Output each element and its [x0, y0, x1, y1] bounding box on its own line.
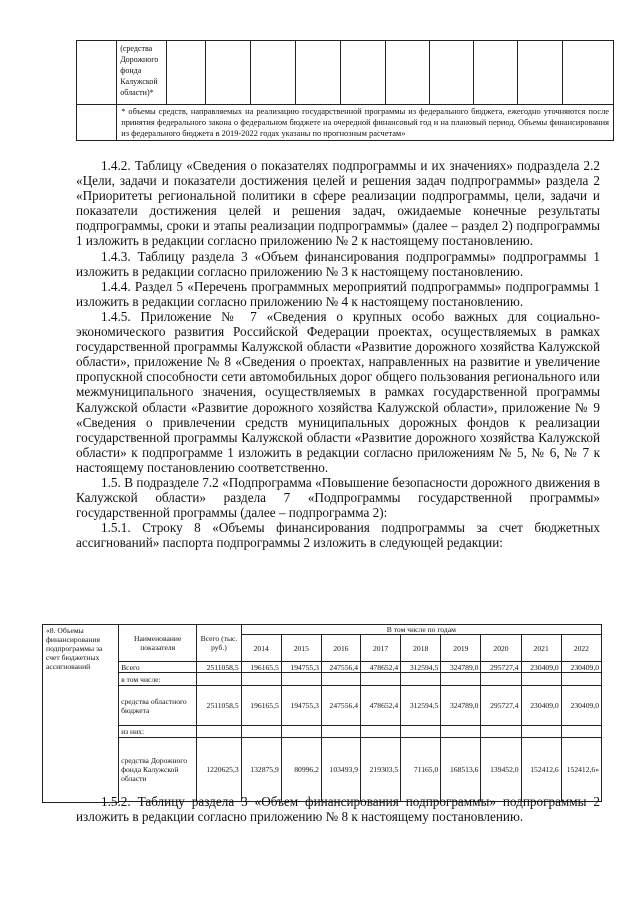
- table-cell: 230409,0: [521, 686, 561, 726]
- year-header: 2015: [281, 635, 321, 662]
- year-header: 2017: [361, 635, 401, 662]
- paragraph-1-5: 1.5. В подразделе 7.2 «Подпрограмма «Повышение безопасности дорожного движения в Калужской области» раздела 7 «Подпрограммы государственной программы» государственной программы (далее – подпрограмма 2):: [76, 474, 600, 521]
- table-cell: 196165,5: [241, 662, 281, 673]
- table-cell: 230409,0: [521, 662, 561, 673]
- table-row: [43, 673, 602, 686]
- row-label: средства Дорожного фонда Калужской области: [119, 738, 197, 802]
- year-header: 2020: [481, 635, 521, 662]
- paragraph-1-4-5: 1.4.5. Приложение № 7 «Сведения о крупных особо важных для социально-экономического развития Российской Федерации проектах, осуществляемых в рамках государственной программы Калужской области «Развитие дорожного хозяйства Калужской области», приложение № 8 «Сведения о проектах, направленных на развитие и увеличение пропускной способности сети автомобильных дорог общего пользования регионального или межмуниципального значения, осуществляемых в рамках государственной программы Калужской области «Развитие дорожного хозяйства Калужской области», приложение № 9 «Сведения о привлечении средств муниципальных дорожных фондов к реализации государственной программы Калужской области «Развитие дорожного хозяйства Калужской области» к подпрограмме 1 изложить в редакции согласно приложениям № 5, № 6, № 7 к настоящему постановлению соответственно.: [76, 308, 600, 475]
- row-total-value: 2511058,5: [197, 686, 241, 726]
- table-cell: 230409,0: [561, 686, 601, 726]
- table-cell: 219303,5: [361, 738, 401, 802]
- table-cell: 194755,3: [281, 686, 321, 726]
- table-cell-row-title: «8. Объемы финансирования подпрограммы за счет бюджетных ассигнований: [43, 625, 119, 803]
- table-cell: 103493,9: [321, 738, 360, 802]
- table-cell: 478652,4: [361, 686, 401, 726]
- table-row: [77, 105, 614, 141]
- table-cell: 295727,4: [481, 686, 521, 726]
- paragraph-1-5-1: 1.5.1. Строку 8 «Объемы финансирования подпрограммы за счет бюджетных ассигнований» паспорта подпрограммы 2 изложить в следующей редакции:: [76, 520, 600, 551]
- table-cell: 247556,4: [321, 686, 360, 726]
- table-cell: 194755,3: [281, 662, 321, 673]
- paragraph-1-4-4: 1.4.4. Раздел 5 «Перечень программных мероприятий подпрограммы» подпрограммы 1 изложить в редакции согласно приложению № 4 к настоящему постановлению.: [76, 278, 600, 309]
- table-cell: 295727,4: [481, 662, 521, 673]
- table-cell: 478652,4: [361, 662, 401, 673]
- table-row-total: [43, 662, 602, 673]
- table-cell: 168513,6: [441, 738, 481, 802]
- table-row-fund: [43, 738, 602, 802]
- table-cell: 152412,6»: [561, 738, 601, 802]
- table-cell: 324789,0: [441, 662, 481, 673]
- table-cell: 196165,5: [241, 686, 281, 726]
- table-cell: 247556,4: [321, 662, 360, 673]
- table-header-name: Наименование показателя: [119, 625, 197, 662]
- previous-table-fragment: [76, 40, 614, 141]
- table-cell: 132875,9: [241, 738, 281, 802]
- year-header: 2014: [241, 635, 281, 662]
- year-header: 2016: [321, 635, 360, 662]
- table-cell: 80996,2: [281, 738, 321, 802]
- table-row: [77, 41, 614, 105]
- table-header-years: В том числе по годам: [241, 625, 601, 635]
- paragraph-1-5-2: 1.5.2. Таблицу раздела 3 «Объем финансирования подпрограммы» подпрограммы 2 изложить в редакции согласно приложению № 8 к настоящему постановлению.: [76, 794, 600, 825]
- paragraph-1-4-2: 1.4.2. Таблицу «Сведения о показателях подпрограммы и их значениях» подраздела 2.2 «Цели, задачи и показатели достижения целей и решения задач подпрограммы» раздела 2 «Приоритеты региональной политики в сфере реализации подпрограммы, цели, задачи и показатели достижения целей и решения задач, ожидаемые конечные результаты подпрограммы, сроки и этапы реализации подпрограммы» (далее – раздел 2) подпрограммы 1 изложить в редакции согласно приложению № 2 к настоящему постановлению.: [76, 158, 600, 249]
- paragraph-1-4-3: 1.4.3. Таблицу раздела 3 «Объем финансирования подпрограммы» подпрограммы 1 изложить в редакции согласно приложению № 3 к настоящему постановлению.: [76, 248, 600, 279]
- year-header: 2022: [561, 635, 601, 662]
- table-row: [43, 726, 602, 738]
- table-cell: 312594,5: [401, 686, 441, 726]
- year-header: 2018: [401, 635, 441, 662]
- table-row-regional: [43, 686, 602, 726]
- table-footnote: * объемы средств, направляемых на реализацию государственной программы из федерального бюджета, ежегодно уточняются после принятия федерального закона о федеральном бюджете на очередной финансовый год и на плановый период. Объемы финансирования из федерального бюджета в 2019-2022 годах указаны по прогнозным расчетам»: [117, 105, 614, 141]
- table-cell: 152412,6: [521, 738, 561, 802]
- table-row: [43, 625, 602, 635]
- row-label: из них:: [119, 726, 197, 738]
- year-header: 2019: [441, 635, 481, 662]
- financing-table: [42, 624, 602, 803]
- row-label: средства областного бюджета: [119, 686, 197, 726]
- table-header-total: Всего (тыс. руб.): [197, 625, 241, 662]
- year-header: 2021: [521, 635, 561, 662]
- table-cell: 139452,0: [481, 738, 521, 802]
- table-cell: 230409,0: [561, 662, 601, 673]
- table-cell: 71165,0: [401, 738, 441, 802]
- row-label: Всего: [119, 662, 197, 673]
- table-cell: 324789,0: [441, 686, 481, 726]
- row-total-value: 1220625,3: [197, 738, 241, 802]
- row-total-value: 2511058,5: [197, 662, 241, 673]
- body-text-bottom: [76, 794, 600, 824]
- body-text: [76, 158, 600, 550]
- table-cell: 312594,5: [401, 662, 441, 673]
- table-cell-source: (средства Дорожного фонда Калужской области)*: [117, 41, 167, 105]
- row-label: в том числе:: [119, 673, 197, 686]
